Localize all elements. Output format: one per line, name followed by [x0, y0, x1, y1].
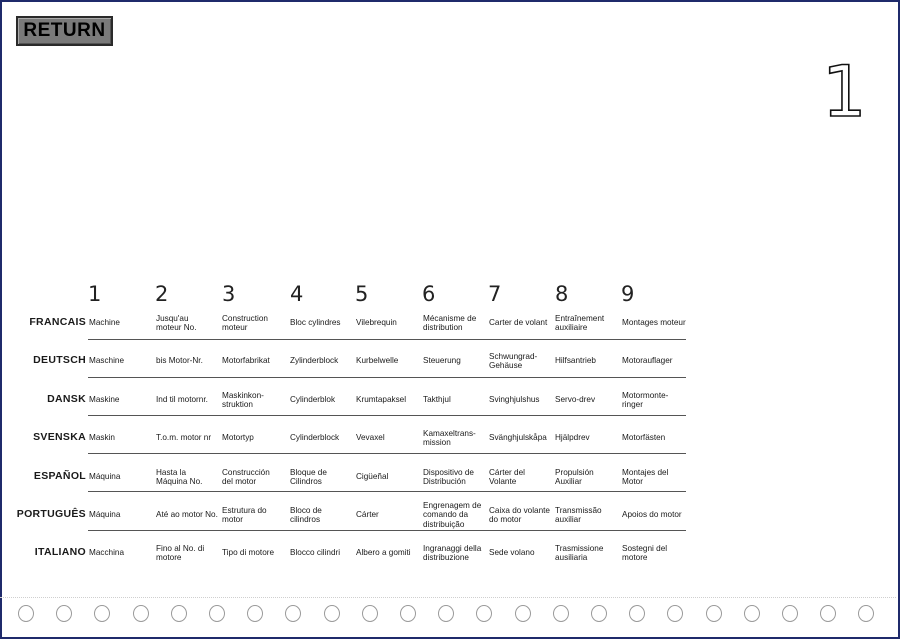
language-label: ESPAÑOL	[33, 470, 86, 482]
term-cell: Schwungrad- Gehäuse	[489, 351, 538, 370]
row-divider	[88, 491, 686, 492]
term-cell: Motormonte- ringer	[622, 390, 669, 409]
term-cell: Ingranaggi della distribuzione	[423, 543, 482, 562]
term-cell: Hjälpdrev	[555, 433, 590, 443]
row-divider	[88, 530, 686, 531]
term-cell: Vevaxel	[356, 433, 385, 443]
term-cell: Cigüeñal	[356, 472, 389, 482]
term-cell: Svänghjulskåpa	[489, 433, 547, 443]
term-cell: Construction moteur	[222, 313, 268, 332]
term-cell: Caixa do volante do motor	[489, 505, 550, 524]
term-cell: Construcción del motor	[222, 467, 270, 486]
term-cell: Maskin	[89, 433, 115, 442]
binding-ring	[400, 605, 416, 622]
term-cell: Propulsión Auxiliar	[555, 467, 594, 486]
term-cell: Jusqu'au moteur No.	[156, 313, 197, 332]
column-number: 1	[88, 282, 102, 306]
language-label: DANSK	[47, 393, 86, 405]
perforation-line	[0, 597, 896, 598]
column-number: 4	[290, 282, 304, 306]
term-cell: Sede volano	[489, 548, 535, 558]
binding-ring	[18, 605, 34, 622]
return-button[interactable]: RETURN	[16, 16, 113, 46]
term-cell: T.o.m. motor nr	[156, 433, 212, 443]
term-cell: Servo-drev	[555, 395, 596, 405]
term-cell: Albero a gomiti	[356, 548, 411, 558]
term-cell: Kamaxeltrans- mission	[423, 428, 476, 447]
term-cell: Kurbelwelle	[356, 356, 399, 366]
term-cell: Montages moteur	[622, 318, 686, 328]
term-cell: Fino al No. di motore	[156, 543, 205, 562]
term-cell: Svinghjulshus	[489, 395, 540, 405]
row-divider	[88, 377, 686, 378]
term-cell: Bloc cylindres	[290, 318, 341, 328]
binding-ring	[782, 605, 798, 622]
row-divider	[88, 339, 686, 340]
column-number: 9	[621, 282, 635, 306]
term-cell: Estrutura do motor	[222, 505, 267, 524]
term-cell: Ind til motornr.	[156, 395, 208, 405]
page-number: 1	[822, 51, 867, 133]
binding-ring	[706, 605, 722, 622]
term-cell: Vilebrequin	[356, 318, 397, 328]
term-cell: Hasta la Máquina No.	[156, 467, 203, 486]
term-cell: Maschine	[89, 356, 125, 365]
term-cell: Carter de volant	[489, 318, 548, 328]
column-number: 7	[488, 282, 502, 306]
term-cell: Motorfabrikat	[222, 356, 270, 366]
term-cell: Mécanisme de distribution	[423, 313, 477, 332]
binding-ring	[744, 605, 760, 622]
binding-ring	[209, 605, 225, 622]
binding-ring	[591, 605, 607, 622]
term-cell: Transmissão auxiliar	[555, 505, 602, 524]
term-cell: Cylinderblok	[290, 395, 336, 405]
term-cell: Trasmissione ausiliaria	[555, 543, 604, 562]
term-cell: Maskine	[89, 395, 120, 404]
term-cell: Steuerung	[423, 356, 461, 366]
row-divider	[88, 453, 686, 454]
term-cell: Cylinderblock	[290, 433, 340, 443]
term-cell: Bloco de cilindros	[290, 505, 322, 524]
term-cell: Machine	[89, 318, 120, 327]
language-label: ITALIANO	[34, 546, 86, 558]
term-cell: Motorauflager	[622, 356, 673, 366]
binding-ring	[133, 605, 149, 622]
term-cell: Krumtapaksel	[356, 395, 407, 405]
language-label: DEUTSCH	[33, 354, 86, 366]
row-divider	[88, 415, 686, 416]
binding-ring	[553, 605, 569, 622]
term-cell: Blocco cilindri	[290, 548, 341, 558]
term-cell: Hilfsantrieb	[555, 356, 596, 366]
term-cell: Macchina	[89, 548, 125, 557]
column-number: 6	[422, 282, 436, 306]
term-cell: Takthjul	[423, 395, 451, 405]
term-cell: Zylinderblock	[290, 356, 339, 366]
term-cell: Até ao motor No.	[156, 510, 218, 520]
term-cell: Maskinkon- struktion	[222, 390, 264, 409]
term-cell: Cárter	[356, 510, 379, 520]
term-cell: Máquina	[89, 510, 121, 519]
language-label: SVENSKA	[33, 431, 86, 443]
term-cell: Entraînement auxiliaire	[555, 313, 605, 332]
binding-ring	[515, 605, 531, 622]
term-cell: Montajes del Motor	[622, 467, 669, 486]
term-cell: Engrenagem de comando da distribuição	[423, 500, 482, 529]
term-cell: Dispositivo de Distribución	[423, 467, 474, 486]
term-cell: Motorfästen	[622, 433, 666, 443]
binding-ring	[324, 605, 340, 622]
binding-ring	[362, 605, 378, 622]
term-cell: Bloque de Cilindros	[290, 467, 327, 486]
term-cell: Motortyp	[222, 433, 254, 443]
language-label: PORTUGUÊS	[16, 508, 86, 520]
term-cell: Apoios do motor	[622, 510, 682, 520]
term-cell: bis Motor-Nr.	[156, 356, 203, 366]
column-number: 5	[355, 282, 369, 306]
binding-ring	[171, 605, 187, 622]
column-number: 3	[222, 282, 236, 306]
term-cell: Máquina	[89, 472, 121, 481]
term-cell: Tipo di motore	[222, 548, 275, 558]
column-number: 2	[155, 282, 169, 306]
column-number: 8	[555, 282, 569, 306]
term-cell: Cárter del Volante	[489, 467, 525, 486]
term-cell: Sostegni del motore	[622, 543, 668, 562]
language-label: FRANCAIS	[29, 316, 86, 328]
